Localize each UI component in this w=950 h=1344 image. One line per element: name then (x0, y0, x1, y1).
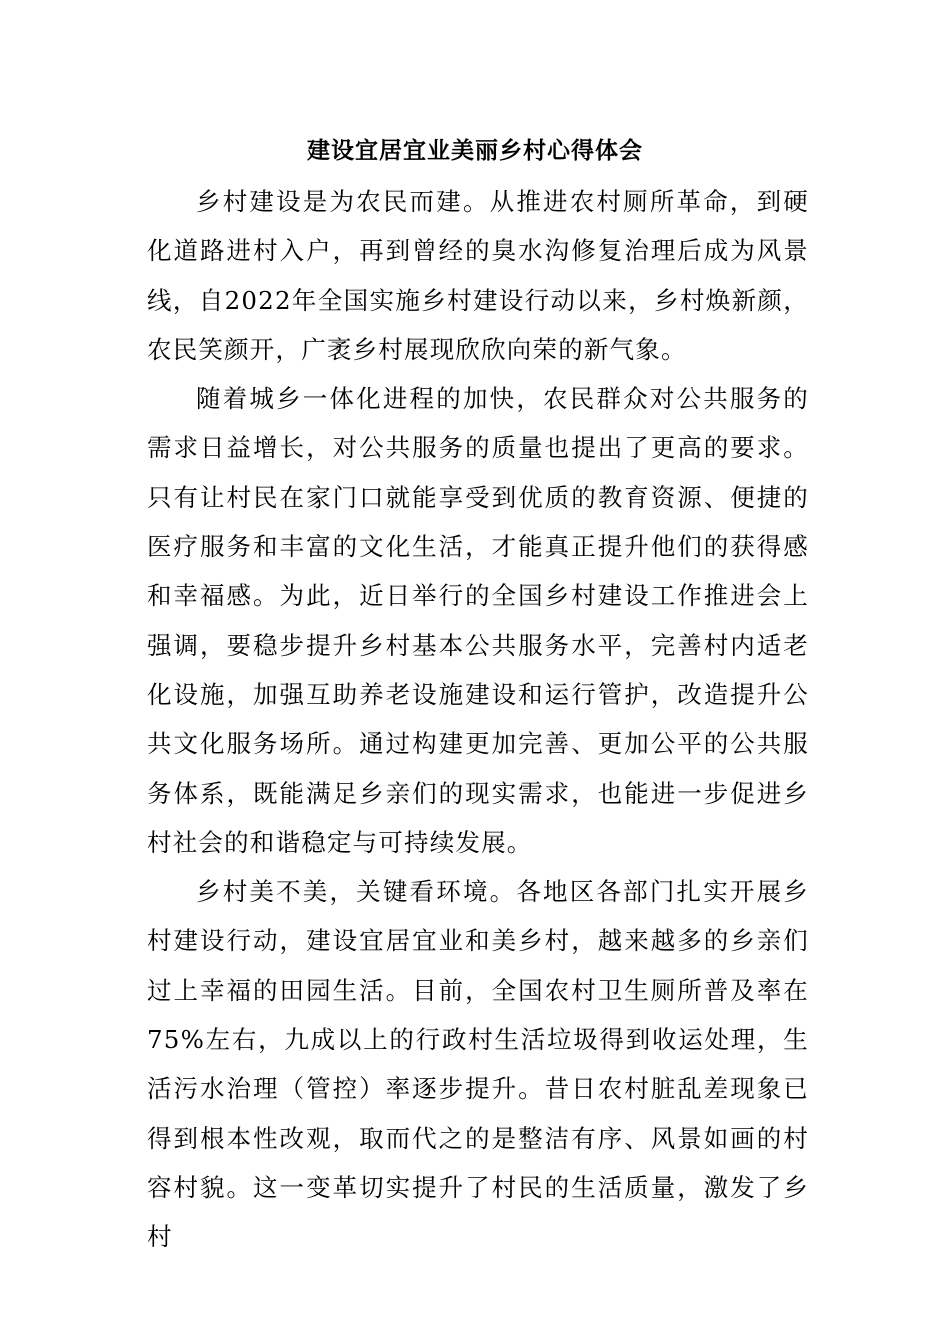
document-title: 建设宜居宜业美丽乡村心得体会 (307, 137, 643, 164)
paragraph-1: 乡村建设是为农民而建。从推进农村厕所革命，到硬化道路进村入户，再到曾经的臭水沟修复治理后成为风景线，自2022年全国实施乡村建设行动以来，乡村焕新颜，农民笑颜开，广袤乡村展现欣欣向荣的新气象。 (147, 187, 809, 364)
paragraph-3: 乡村美不美，关键看环境。各地区各部门扎实开展乡村建设行动，建设宜居宜业和美乡村，越来越多的乡亲们过上幸福的田园生活。目前，全国农村卫生厕所普及率在75%左右，九成以上的行政村生活垃圾得到收运处理，生活污水治理（管控）率逐步提升。昔日农村脏乱差现象已得到根本性改观，取而代之的是整洁有序、风景如画的村容村貌。这一变革切实提升了村民的生活质量，激发了乡村 (147, 877, 809, 1252)
paragraph-2: 随着城乡一体化进程的加快，农民群众对公共服务的需求日益增长，对公共服务的质量也提出了更高的要求。只有让村民在家门口就能享受到优质的教育资源、便捷的医疗服务和丰富的文化生活，才能真正提升他们的获得感和幸福感。为此，近日举行的全国乡村建设工作推进会上强调，要稳步提升乡村基本公共服务水平，完善村内适老化设施，加强互助养老设施建设和运行管护，改造提升公共文化服务场所。通过构建更加完善、更加公平的公共服务体系，既能满足乡亲们的现实需求，也能进一步促进乡村社会的和谐稳定与可持续发展。 (147, 384, 809, 857)
document-body (147, 177, 809, 1262)
